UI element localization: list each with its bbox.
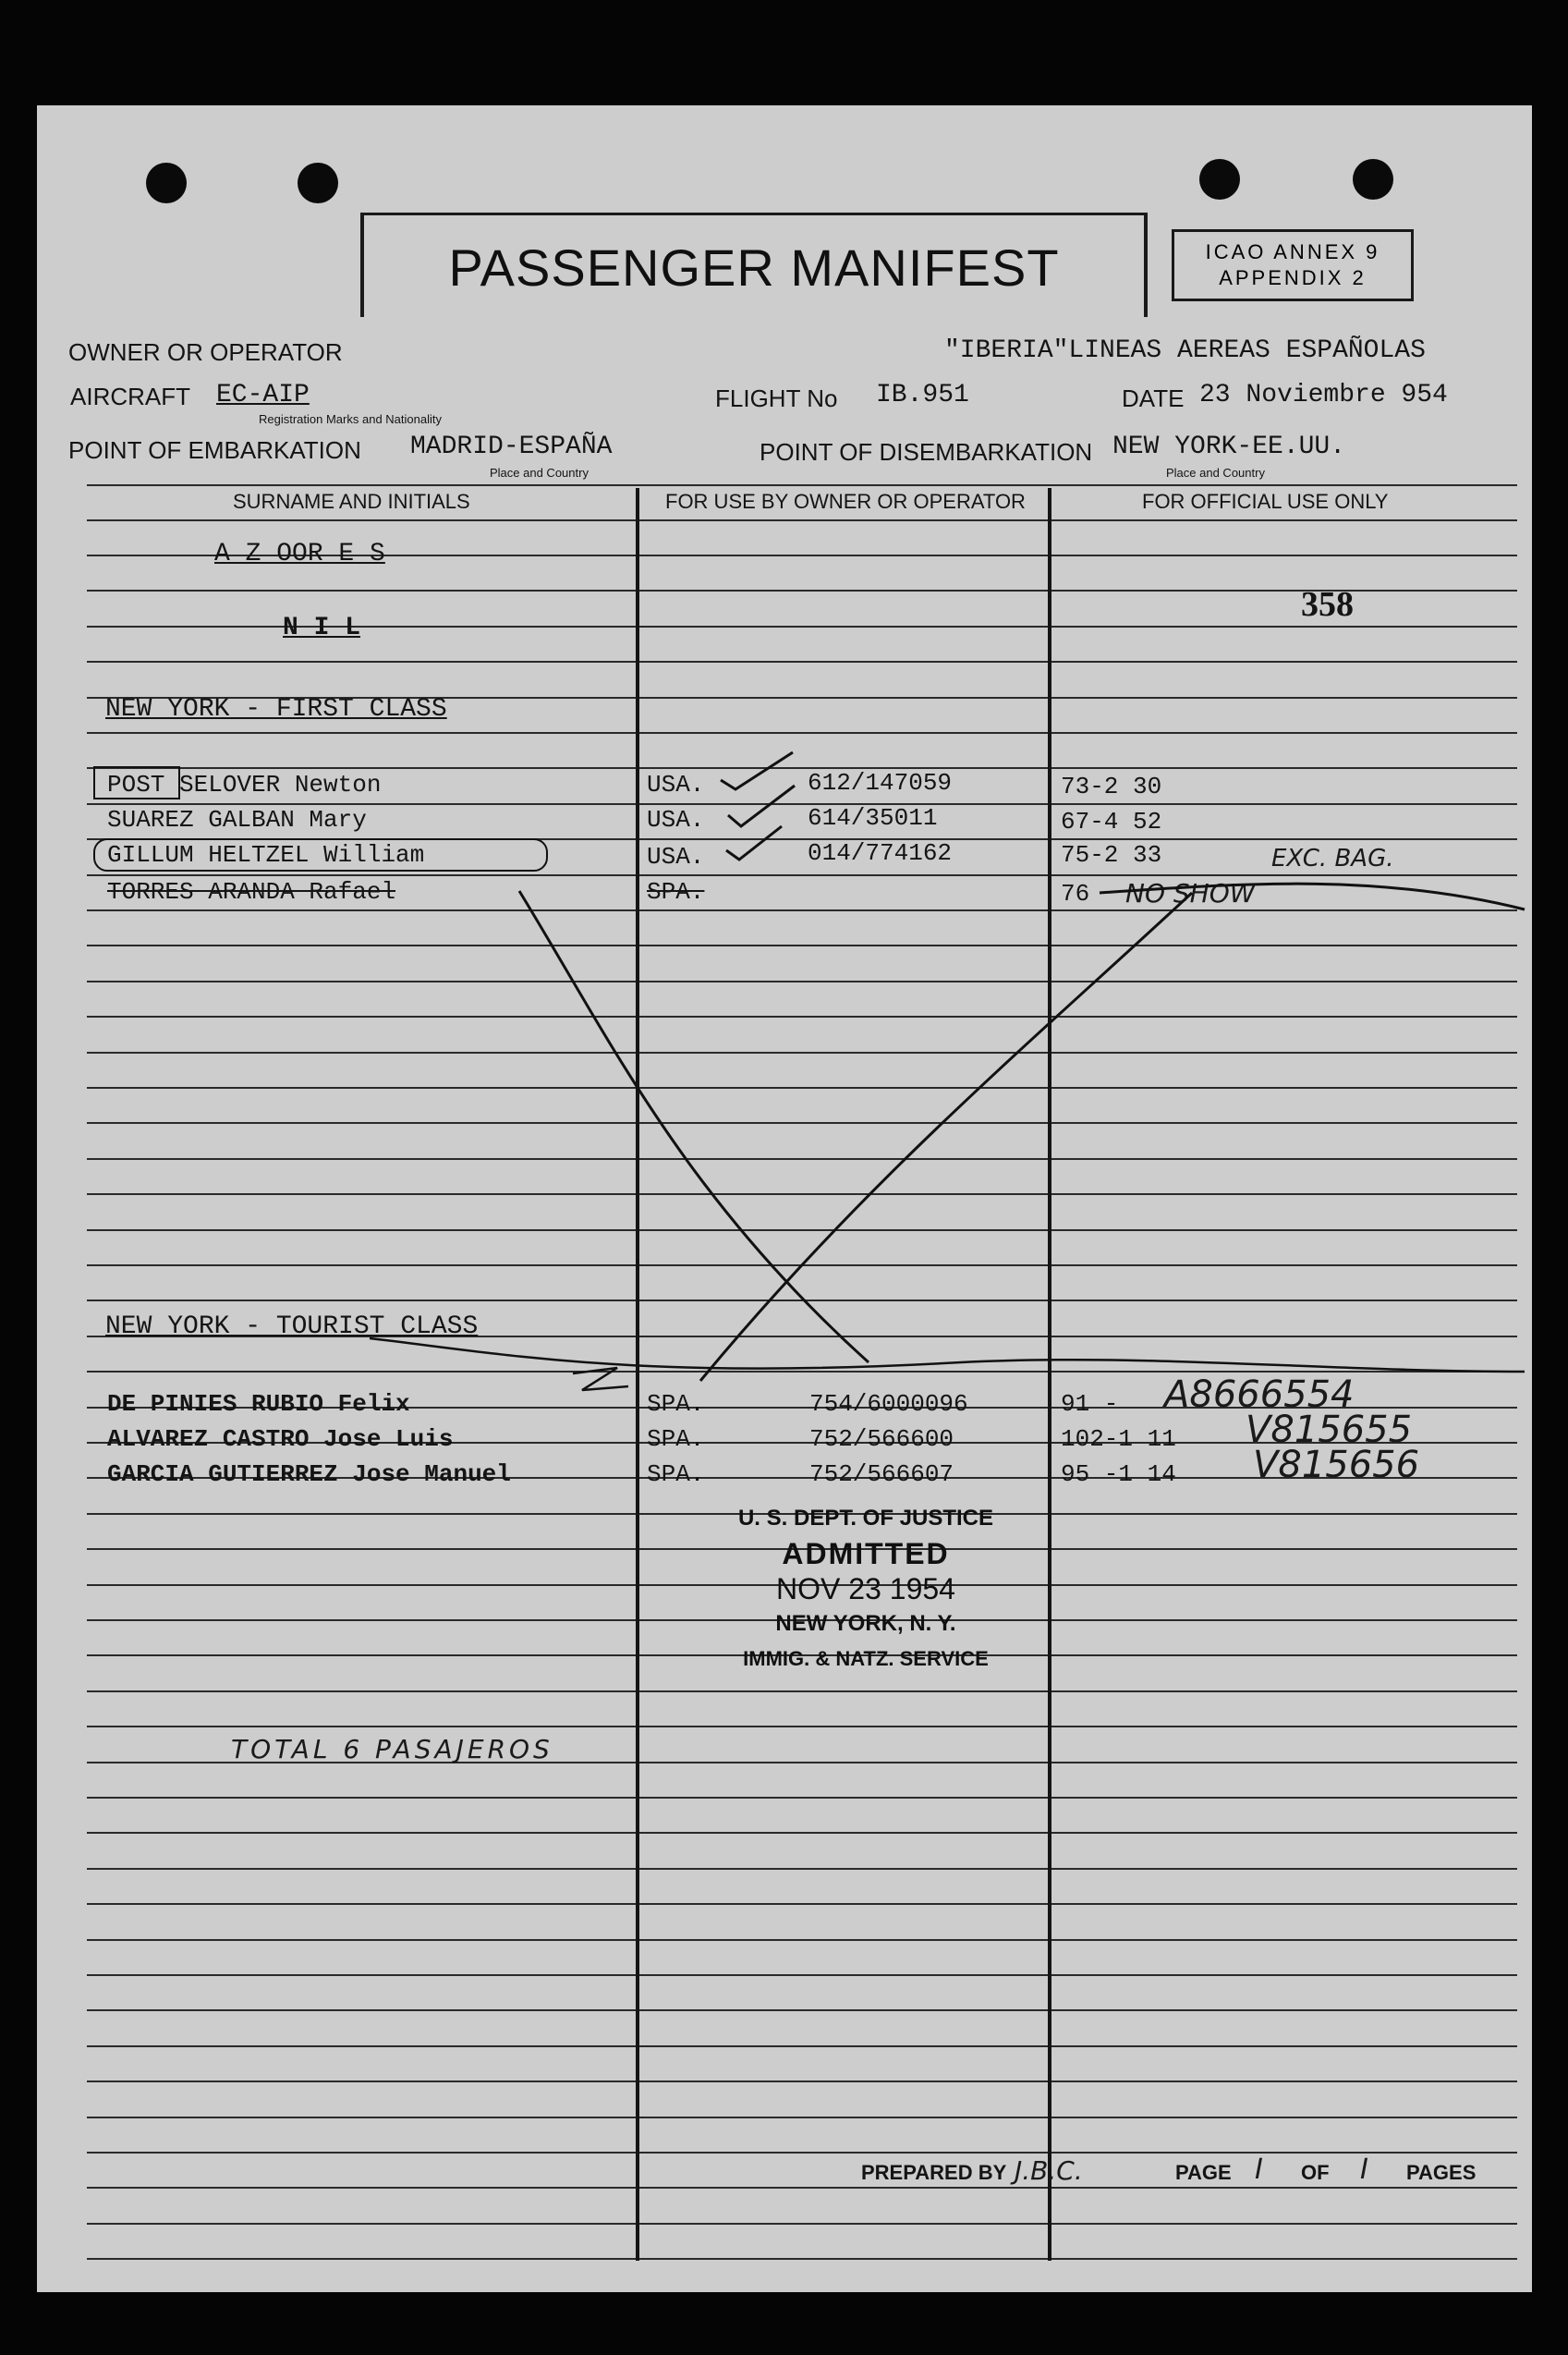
ticket-number: 014/774162 bbox=[808, 839, 953, 867]
stamp-status: ADMITTED bbox=[782, 1537, 950, 1570]
page-title: PASSENGER MANIFEST bbox=[448, 238, 1060, 297]
disembarkation-caption: Place and Country bbox=[1166, 466, 1265, 480]
name-box bbox=[94, 839, 547, 871]
icao-appendix-label: APPENDIX 2 bbox=[1219, 266, 1367, 289]
official-entry: 95 -1 14 bbox=[1061, 1460, 1176, 1488]
ticket-number: 614/35011 bbox=[808, 804, 938, 832]
official-entry: 91 - bbox=[1061, 1390, 1119, 1418]
ticket-number: 752/566600 bbox=[809, 1425, 954, 1453]
manifest-sheet bbox=[37, 105, 1532, 2292]
embarkation-value: MADRID-ESPAÑA bbox=[410, 433, 613, 461]
aircraft-value: EC-AIP bbox=[216, 381, 310, 409]
handwritten-marks bbox=[37, 105, 1532, 2292]
tourist-class-heading: NEW YORK - TOURIST CLASS bbox=[105, 1312, 479, 1341]
ticket-number: 612/147059 bbox=[808, 769, 953, 797]
date-value: 23 Noviembre 954 bbox=[1199, 381, 1448, 409]
passenger-nationality: USA. bbox=[647, 843, 705, 871]
no-show-line bbox=[1100, 884, 1525, 909]
prepared-by-label: PREPARED BY bbox=[861, 2161, 1007, 2184]
passenger-name: ALVAREZ CASTRO Jose Luis bbox=[107, 1425, 454, 1453]
handwritten-note: NO SHOW bbox=[1125, 878, 1256, 909]
date-label: DATE bbox=[1122, 384, 1185, 412]
official-entry: 76 bbox=[1061, 880, 1090, 908]
passenger-name: TORRES ARANDA Rafael bbox=[107, 878, 396, 906]
handwritten-passport: V815655 bbox=[1246, 1409, 1413, 1451]
tourist-underline bbox=[370, 1338, 1525, 1372]
prepared-by-value: J.B.C. bbox=[1015, 2155, 1083, 2186]
official-entry: 73-2 30 bbox=[1061, 773, 1162, 800]
disembarkation-value: NEW YORK-EE.UU. bbox=[1112, 433, 1346, 461]
of-label: OF bbox=[1301, 2161, 1330, 2184]
embarkation-label: POINT OF EMBARKATION bbox=[68, 436, 361, 464]
official-entry: 102-1 11 bbox=[1061, 1425, 1176, 1453]
pages-label: PAGES bbox=[1406, 2161, 1477, 2184]
disembarkation-label: POINT OF DISEMBARKATION bbox=[760, 438, 1093, 466]
stamp-location: NEW YORK, N. Y. bbox=[775, 1611, 956, 1636]
column-header-owner: FOR USE BY OWNER OR OPERATOR bbox=[665, 490, 1026, 513]
official-entry: 75-2 33 bbox=[1061, 841, 1162, 869]
flight-label: FLIGHT No bbox=[715, 384, 838, 412]
azores-heading: A Z OOR E S bbox=[214, 540, 385, 568]
stamp-agency: U. S. DEPT. OF JUSTICE bbox=[737, 1506, 994, 1531]
passenger-name: GARCIA GUTIERREZ Jose Manuel bbox=[107, 1460, 511, 1488]
passenger-name: DE PINIES RUBIO Felix bbox=[107, 1390, 410, 1418]
check-mark-icon bbox=[728, 786, 795, 826]
total-passengers: TOTAL 6 PASAJEROS bbox=[231, 1734, 553, 1764]
ticket-number: 754/6000096 bbox=[809, 1390, 968, 1418]
owner-value: "IBERIA"LINEAS AEREAS ESPAÑOLAS bbox=[944, 336, 1426, 365]
large-cross-stroke bbox=[519, 891, 869, 1362]
aircraft-caption: Registration Marks and Nationality bbox=[259, 412, 442, 426]
passenger-nationality: SPA. bbox=[647, 878, 705, 906]
aircraft-label: AIRCRAFT bbox=[70, 383, 190, 410]
stamp-date: NOV 23 1954 bbox=[776, 1572, 955, 1605]
large-cross-stroke bbox=[700, 893, 1192, 1381]
passenger-nationality: USA. bbox=[647, 806, 705, 834]
ticket-number: 752/566607 bbox=[809, 1460, 954, 1488]
passenger-nationality: USA. bbox=[647, 771, 705, 799]
passenger-name: GILLUM HELTZEL William bbox=[107, 841, 425, 869]
icao-annex-label: ICAO ANNEX 9 bbox=[1205, 240, 1380, 263]
flight-value: IB.951 bbox=[876, 381, 969, 409]
page-number: 358 bbox=[1301, 585, 1354, 624]
page-value: I bbox=[1255, 2154, 1263, 2186]
check-mark-icon bbox=[726, 826, 782, 860]
official-entry: 67-4 52 bbox=[1061, 808, 1162, 836]
owner-label: OWNER OR OPERATOR bbox=[68, 338, 343, 366]
handwritten-note: EXC. BAG. bbox=[1271, 845, 1394, 872]
embarkation-caption: Place and Country bbox=[490, 466, 589, 480]
column-header-surname: SURNAME AND INITIALS bbox=[233, 490, 470, 513]
passenger-nationality: SPA. bbox=[647, 1390, 705, 1418]
first-class-heading: NEW YORK - FIRST CLASS bbox=[105, 695, 447, 724]
passenger-nationality: SPA. bbox=[647, 1460, 705, 1488]
passenger-name: SUAREZ GALBAN Mary bbox=[107, 806, 367, 834]
name-box bbox=[94, 767, 179, 799]
name-bracket-stroke bbox=[573, 1368, 628, 1390]
check-mark-icon bbox=[721, 752, 793, 789]
handwritten-passport: V815656 bbox=[1253, 1444, 1420, 1486]
page-label: PAGE bbox=[1175, 2161, 1232, 2184]
nil-text: N I L bbox=[283, 614, 361, 642]
passenger-name: POST SELOVER Newton bbox=[107, 771, 382, 799]
handwritten-passport: A8666554 bbox=[1164, 1373, 1355, 1416]
of-value: I bbox=[1360, 2154, 1368, 2186]
stamp-service: IMMIG. & NATZ. SERVICE bbox=[743, 1647, 989, 1670]
passenger-nationality: SPA. bbox=[647, 1425, 705, 1453]
column-header-official: FOR OFFICIAL USE ONLY bbox=[1142, 490, 1389, 513]
